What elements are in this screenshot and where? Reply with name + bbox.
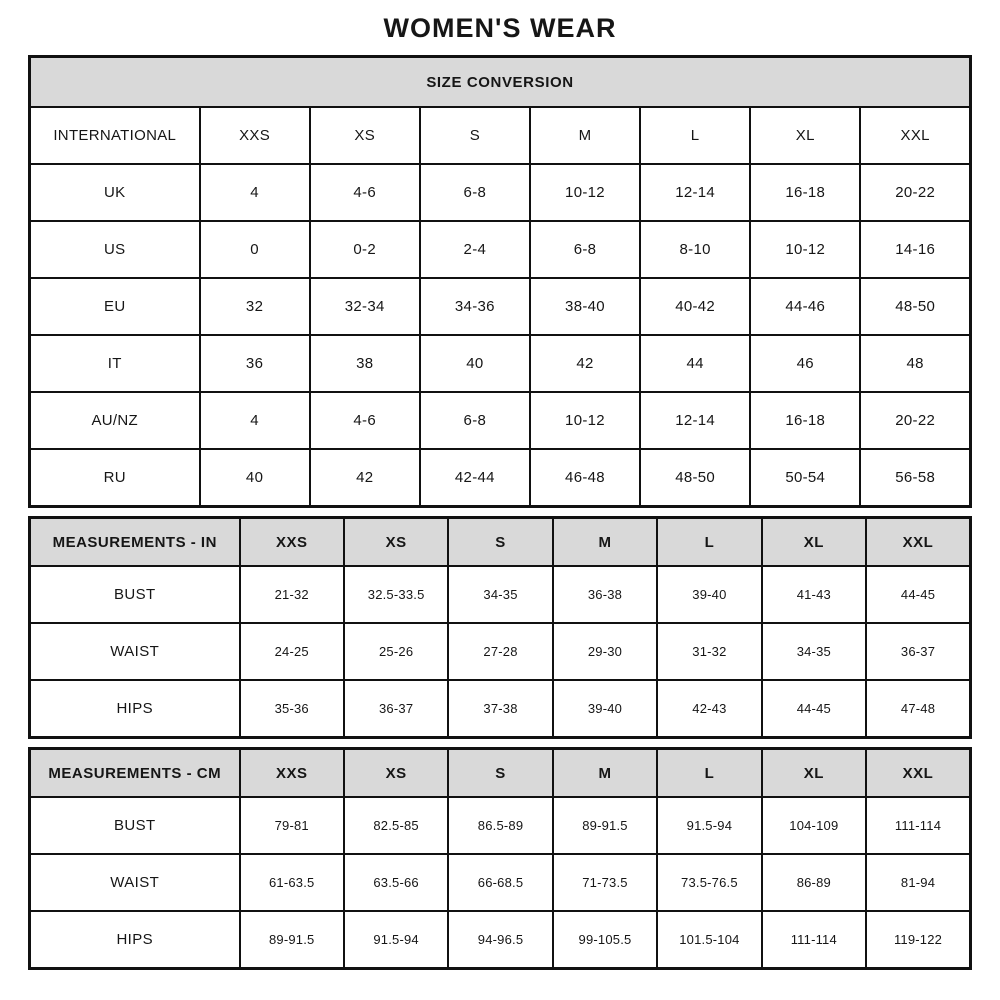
value-cell: 6-8 bbox=[420, 392, 530, 449]
value-cell: 34-36 bbox=[420, 278, 530, 335]
value-cell: 79-81 bbox=[240, 797, 344, 854]
value-cell: 10-12 bbox=[530, 392, 640, 449]
value-cell: 66-68.5 bbox=[448, 854, 552, 911]
value-cell: 10-12 bbox=[530, 164, 640, 221]
value-cell: 48-50 bbox=[640, 449, 750, 507]
value-cell: 39-40 bbox=[657, 566, 761, 623]
column-header: XS bbox=[344, 749, 448, 798]
value-cell: 6-8 bbox=[420, 164, 530, 221]
value-cell: 20-22 bbox=[860, 392, 970, 449]
value-cell: 36-37 bbox=[866, 623, 970, 680]
value-cell: 0 bbox=[200, 221, 310, 278]
column-header: M bbox=[530, 107, 640, 164]
table-row bbox=[30, 164, 971, 221]
table-row bbox=[30, 566, 971, 623]
value-cell: 39-40 bbox=[553, 680, 657, 738]
value-cell: 94-96.5 bbox=[448, 911, 552, 969]
row-header: WAIST bbox=[30, 854, 240, 911]
value-cell: 48 bbox=[860, 335, 970, 392]
value-cell: 12-14 bbox=[640, 164, 750, 221]
value-cell: 89-91.5 bbox=[553, 797, 657, 854]
table-row bbox=[30, 854, 971, 911]
value-cell: 37-38 bbox=[448, 680, 552, 738]
value-cell: 32-34 bbox=[310, 278, 420, 335]
size-conversion-label-header: INTERNATIONAL bbox=[30, 107, 200, 164]
column-header: XXS bbox=[200, 107, 310, 164]
value-cell: 31-32 bbox=[657, 623, 761, 680]
value-cell: 36 bbox=[200, 335, 310, 392]
value-cell: 10-12 bbox=[750, 221, 860, 278]
measurements-cm-label-header: MEASUREMENTS - CM bbox=[30, 749, 240, 798]
row-header: AU/NZ bbox=[30, 392, 200, 449]
value-cell: 35-36 bbox=[240, 680, 344, 738]
value-cell: 48-50 bbox=[860, 278, 970, 335]
value-cell: 38 bbox=[310, 335, 420, 392]
value-cell: 71-73.5 bbox=[553, 854, 657, 911]
value-cell: 104-109 bbox=[762, 797, 866, 854]
table-row bbox=[30, 680, 971, 738]
value-cell: 50-54 bbox=[750, 449, 860, 507]
column-header: M bbox=[553, 749, 657, 798]
value-cell: 0-2 bbox=[310, 221, 420, 278]
column-header: S bbox=[420, 107, 530, 164]
value-cell: 99-105.5 bbox=[553, 911, 657, 969]
value-cell: 4 bbox=[200, 164, 310, 221]
column-header: S bbox=[448, 518, 552, 567]
column-header: M bbox=[553, 518, 657, 567]
table-row bbox=[30, 623, 971, 680]
column-header: XL bbox=[762, 518, 866, 567]
table-row bbox=[30, 392, 971, 449]
size-chart-page bbox=[0, 13, 1000, 970]
value-cell: 89-91.5 bbox=[240, 911, 344, 969]
value-cell: 29-30 bbox=[553, 623, 657, 680]
value-cell: 119-122 bbox=[866, 911, 970, 969]
value-cell: 44 bbox=[640, 335, 750, 392]
table-row bbox=[30, 911, 971, 969]
row-header: RU bbox=[30, 449, 200, 507]
row-header: HIPS bbox=[30, 911, 240, 969]
table-row bbox=[30, 335, 971, 392]
value-cell: 12-14 bbox=[640, 392, 750, 449]
value-cell: 2-4 bbox=[420, 221, 530, 278]
value-cell: 40 bbox=[420, 335, 530, 392]
column-header: XL bbox=[750, 107, 860, 164]
value-cell: 4-6 bbox=[310, 164, 420, 221]
value-cell: 73.5-76.5 bbox=[657, 854, 761, 911]
value-cell: 42-43 bbox=[657, 680, 761, 738]
value-cell: 111-114 bbox=[866, 797, 970, 854]
value-cell: 81-94 bbox=[866, 854, 970, 911]
row-header: US bbox=[30, 221, 200, 278]
value-cell: 86-89 bbox=[762, 854, 866, 911]
size-conversion-banner-title: SIZE CONVERSION bbox=[30, 57, 971, 108]
row-header: EU bbox=[30, 278, 200, 335]
value-cell: 32 bbox=[200, 278, 310, 335]
value-cell: 36-38 bbox=[553, 566, 657, 623]
row-header: UK bbox=[30, 164, 200, 221]
column-header: XXL bbox=[860, 107, 970, 164]
table-row bbox=[30, 221, 971, 278]
value-cell: 46-48 bbox=[530, 449, 640, 507]
value-cell: 34-35 bbox=[762, 623, 866, 680]
value-cell: 63.5-66 bbox=[344, 854, 448, 911]
column-header: L bbox=[640, 107, 750, 164]
table-row bbox=[30, 449, 971, 507]
value-cell: 40 bbox=[200, 449, 310, 507]
value-cell: 44-46 bbox=[750, 278, 860, 335]
value-cell: 38-40 bbox=[530, 278, 640, 335]
row-header: BUST bbox=[30, 566, 240, 623]
value-cell: 56-58 bbox=[860, 449, 970, 507]
table-row bbox=[30, 278, 971, 335]
value-cell: 82.5-85 bbox=[344, 797, 448, 854]
row-header: HIPS bbox=[30, 680, 240, 738]
value-cell: 34-35 bbox=[448, 566, 552, 623]
value-cell: 21-32 bbox=[240, 566, 344, 623]
measurements-in-label-header: MEASUREMENTS - IN bbox=[30, 518, 240, 567]
column-header: XS bbox=[310, 107, 420, 164]
value-cell: 91.5-94 bbox=[344, 911, 448, 969]
value-cell: 44-45 bbox=[866, 566, 970, 623]
value-cell: 101.5-104 bbox=[657, 911, 761, 969]
row-header: BUST bbox=[30, 797, 240, 854]
column-header: L bbox=[657, 518, 761, 567]
page-title: WOMEN'S WEAR bbox=[383, 13, 617, 43]
value-cell: 4-6 bbox=[310, 392, 420, 449]
column-header: XL bbox=[762, 749, 866, 798]
value-cell: 40-42 bbox=[640, 278, 750, 335]
row-header: IT bbox=[30, 335, 200, 392]
measurements-in-table bbox=[28, 516, 972, 739]
value-cell: 14-16 bbox=[860, 221, 970, 278]
value-cell: 25-26 bbox=[344, 623, 448, 680]
value-cell: 42-44 bbox=[420, 449, 530, 507]
value-cell: 24-25 bbox=[240, 623, 344, 680]
value-cell: 42 bbox=[530, 335, 640, 392]
value-cell: 44-45 bbox=[762, 680, 866, 738]
value-cell: 36-37 bbox=[344, 680, 448, 738]
value-cell: 47-48 bbox=[866, 680, 970, 738]
column-header: XXL bbox=[866, 749, 970, 798]
value-cell: 86.5-89 bbox=[448, 797, 552, 854]
value-cell: 8-10 bbox=[640, 221, 750, 278]
value-cell: 27-28 bbox=[448, 623, 552, 680]
value-cell: 46 bbox=[750, 335, 860, 392]
table-row bbox=[30, 797, 971, 854]
row-header: WAIST bbox=[30, 623, 240, 680]
value-cell: 16-18 bbox=[750, 392, 860, 449]
column-header: XXS bbox=[240, 749, 344, 798]
column-header: XXS bbox=[240, 518, 344, 567]
value-cell: 4 bbox=[200, 392, 310, 449]
value-cell: 111-114 bbox=[762, 911, 866, 969]
size-conversion-table bbox=[28, 55, 972, 508]
column-header: S bbox=[448, 749, 552, 798]
value-cell: 91.5-94 bbox=[657, 797, 761, 854]
measurements-cm-table bbox=[28, 747, 972, 970]
column-header: L bbox=[657, 749, 761, 798]
column-header: XS bbox=[344, 518, 448, 567]
value-cell: 20-22 bbox=[860, 164, 970, 221]
column-header: XXL bbox=[866, 518, 970, 567]
value-cell: 42 bbox=[310, 449, 420, 507]
tables-container bbox=[0, 55, 1000, 970]
value-cell: 41-43 bbox=[762, 566, 866, 623]
value-cell: 61-63.5 bbox=[240, 854, 344, 911]
value-cell: 6-8 bbox=[530, 221, 640, 278]
value-cell: 16-18 bbox=[750, 164, 860, 221]
value-cell: 32.5-33.5 bbox=[344, 566, 448, 623]
